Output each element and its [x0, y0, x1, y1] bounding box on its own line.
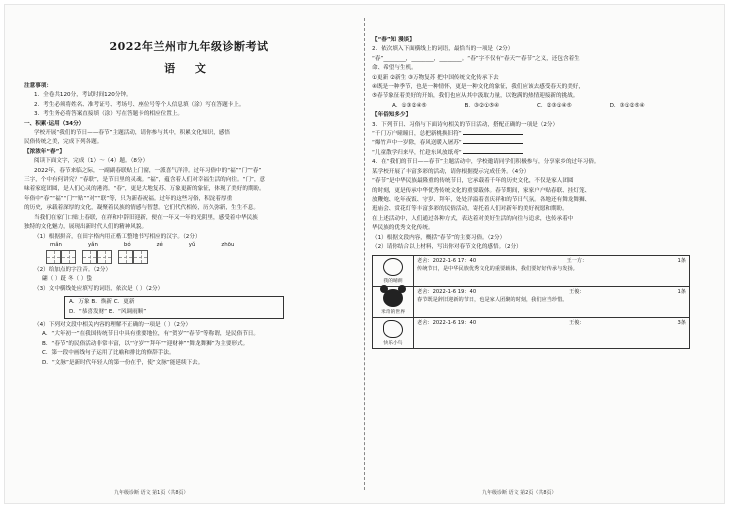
exam-sheet	[4, 4, 725, 504]
passage-line: 独特的文化魅力，展现出新时代人们的精神风貌。	[24, 224, 148, 231]
question-line: （1）根据文段内容，概括“春节”的主要习俗。（2分）	[372, 234, 506, 241]
option: C．第一段中画线句子运用了比喻和排比的修辞手法。	[42, 350, 175, 357]
message-sender: 王一方：	[566, 258, 588, 265]
pinyin: zé	[156, 241, 163, 248]
exam-title: 2022年兰州市九年级诊断考试	[109, 40, 269, 53]
poem-line: “千门万户曈曈日，总把新桃换旧符”	[372, 130, 712, 139]
passage-line: 味着家庭团圆，是人们心灵的港湾。“春”，更是大地复苏、万象更新的象征，体现了美好的期盼。	[24, 186, 265, 193]
avatar	[373, 256, 414, 286]
message-sender: 王俊：	[569, 289, 585, 296]
message-badge: 1条	[677, 289, 686, 296]
writing-cell[interactable]	[82, 250, 97, 264]
poem-line: “儿童散学归来早，忙趁东风放纸鸢”	[372, 149, 712, 158]
section-heading: 一、积累·运用（34分）	[24, 120, 85, 127]
passage-line: 三字，个中有何讲究？“春联”，是节日里的灵魂。“福”，蕴含着人们对幸福生活的向往。“门”，意	[24, 177, 266, 184]
message-time: 老舍：2022-1-6 19：40	[417, 289, 477, 296]
options-row	[372, 102, 712, 111]
question-line: 华民族的优秀文化传统。	[372, 225, 434, 232]
chat-row	[373, 286, 689, 317]
writing-cell[interactable]	[97, 250, 112, 264]
intro-line: 学校开展“我们的节日——春节”主题活动，请你参与其中，积累文化知识，感悟	[34, 130, 230, 137]
pinyin: yǎn	[87, 241, 98, 248]
option: D．“文脉”是新时代年轻人的第一份在乎，使“文脉”能延续下去。	[42, 359, 204, 366]
message	[414, 287, 689, 317]
writing-cell[interactable]	[61, 250, 76, 264]
message-sender: 王俊：	[569, 320, 585, 327]
question-3-r: 3．下列节日、习俗与下面诗句相关的节日活动，搭配正确的一项是（2分）	[372, 121, 559, 128]
question-line: ⑤春节象征着美好的开始，我们也应从其中汲取力量，以饱满的热情迎接新的挑战。	[372, 93, 579, 100]
question-4: （4）下列对文段中相关内容的理解不正确的一项是（ ）（2分）	[34, 321, 192, 328]
message	[414, 256, 689, 286]
passage-line: 当我们在家门口贴上春联，在祥和中辞旧迎新，便在一年又一年的光阴里，感受着中华民族	[34, 214, 258, 221]
option: A．①③②④⑤	[392, 102, 427, 109]
writing-cell[interactable]	[133, 250, 148, 264]
message-time: 老舍：2022-1-6 17：40	[417, 258, 477, 265]
answer-blank[interactable]	[463, 153, 523, 154]
option: B．“春节”的民俗活动非常丰富，以“守岁”“拜年”“迎财神”“舞龙舞狮”为主要形式。	[42, 340, 249, 347]
subsection-heading: 【“春”知 漫谈】	[372, 37, 415, 43]
page-footer: 九年级诊断 语文 第1页（共8页）	[114, 490, 189, 496]
avatar	[373, 287, 414, 317]
box-line: D．“恭喜发财” E．“风调雨顺”	[69, 308, 147, 315]
pinyin-row	[24, 242, 354, 248]
answer-blank[interactable]	[463, 143, 523, 144]
question-line: ①更新 ②新生 ③万物复苏 把中国传统文化传承下去	[372, 74, 499, 81]
message-badge: 1条	[677, 258, 686, 265]
user-name: 我的晴朗	[383, 279, 403, 285]
passage-line: 2022年，春节来临之际，一副副春联贴上门窗，一派喜气洋洋。过年习俗中的“福”“门”“春”	[34, 167, 262, 174]
answer-blank[interactable]	[463, 134, 523, 135]
message-body: 传统节日，是中华民族优秀文化的重要载体，我们要好好传承与发扬。	[417, 266, 578, 273]
mickey-icon	[383, 289, 403, 307]
question-line: 放鞭炮、吃年夜饭、守岁、拜年，处处洋溢着喜庆祥和的节日气氛。各地还有舞龙舞狮、	[372, 196, 591, 203]
chat-panel	[372, 255, 690, 349]
question-line: 在上述活动中，人们通过各种方式，表达着对美好生活的向往与追求，也传承着中	[372, 215, 574, 222]
passage-line: 的历史，承载着深厚的文化，凝聚着民族的情感与智慧。它们代代相传，历久弥新，生生不息。	[24, 205, 259, 212]
chat-row	[373, 256, 689, 286]
message	[414, 318, 689, 348]
message-time: 老舍：2022-1-6 19：40	[417, 320, 477, 327]
user-name: 快乐小鸟	[383, 341, 403, 347]
question-2: （2）给加点的字注音。（2分）	[34, 266, 112, 273]
question-line: （2）请你结合以上材料，写出你对春节文化的感悟。（2分）	[372, 243, 522, 250]
message-body: 春节既是辞旧迎新的节日，也是家人团聚的时刻，我们应当珍惜。	[417, 297, 568, 304]
avatar	[373, 318, 414, 348]
question-line: “春”________，________，________。“春”字不仅有“春天”“春节”之义，还包含着生	[372, 55, 580, 62]
pinyin: yǔ	[188, 241, 196, 248]
question-3: （3）文中横线处应填写的词语，依次是（ ）（2分）	[34, 285, 164, 292]
poem-line: “爆竹声中一岁除，春风送暖入屠苏”	[372, 139, 712, 148]
question-2-r: 2．依次填入下面横线上的词语，最恰当的一项是（2分）	[372, 46, 514, 53]
question-1: （1）根据拼音，在田字格内用正楷工整地书写相应的汉字。（2分）	[34, 233, 201, 240]
writing-cell[interactable]	[118, 250, 133, 264]
column-divider	[364, 18, 365, 490]
box-line: A．万象 B．焕新 C．更新	[69, 299, 135, 306]
page-footer: 九年级诊断 语文 第2页（共8页）	[482, 490, 557, 496]
pinyin: bó	[123, 241, 131, 248]
bird-icon	[383, 320, 403, 338]
message-badge: 3条	[677, 320, 686, 327]
pinyin: zhōu	[221, 241, 235, 248]
question-line: ④既是一种季节，也是一种情怀，更是一种文化的象征，我们应该去感受春天的美好，	[372, 84, 584, 91]
left-column	[24, 4, 354, 504]
subsection-heading: 【年俗知多少】	[372, 112, 412, 119]
user-name: 米奇的世界	[381, 310, 405, 316]
notice-line: 2．考生必须将姓名、准考证号、考场号、座位号等个人信息填（涂）写在答题卡上。	[34, 101, 245, 108]
tianzige-grid	[24, 250, 354, 264]
pinyin: mǎn	[50, 241, 62, 248]
question-4-r: 4．在“我们的节日——春节”主题活动中，学校邀请同学们积极参与，分享家乡的过年习俗。	[372, 159, 600, 166]
notice-label: 注意事项：	[24, 83, 52, 89]
option: A．“大年初一”在我国传统节日中具有重要地位，有“贺岁”“春节”等称谓，是民俗节日。	[42, 331, 259, 338]
exam-subject: 语 文	[164, 62, 214, 75]
subsection-heading: 【浓浓年“春”】	[24, 148, 65, 155]
option: D．③①②⑤④	[609, 102, 645, 109]
face-icon	[383, 258, 403, 276]
question-line: “春节”是中华民族最隆重的传统节日，它承载着千年的历史文化，不仅是家人团圆	[372, 178, 574, 185]
option: C．②③①④⑤	[537, 102, 572, 109]
question-2-blanks: 翩（ ）跹 冬（ ）蛰	[42, 276, 93, 283]
question-line: 逛庙会、赏花灯等丰富多彩的民俗活动，寄托着人们对新年的美好祝愿和期盼。	[372, 206, 568, 213]
intro-line: 民俗传统之美，完成下列各题。	[24, 139, 103, 146]
option: B．③②①⑤④	[464, 102, 500, 109]
chat-row	[373, 317, 689, 348]
reading-intro: 阅读下面文字，完成（1）～（4）题。（8分）	[34, 158, 149, 165]
right-column	[372, 4, 712, 504]
question-line: 命、希望与生机。	[372, 65, 417, 72]
question-line: 某学校开展了丰富多彩的活动，请你根据提示完成任务。（4分）	[372, 168, 530, 175]
word-box	[64, 296, 284, 319]
notice-line: 3．考生务必将答案直接填（涂）写在答题卡的相应位置上。	[34, 111, 183, 118]
writing-cell[interactable]	[46, 250, 61, 264]
notice-line: 1．全卷共120分，考试时间120分钟。	[34, 92, 132, 99]
passage-line: 年俗中“春”“福”“门”“贴”“对”“联”等，只为新春祝福。过年的这些习俗，积淀着厚重	[24, 195, 233, 202]
question-line: 的时刻，更是传承中华优秀传统文化的重要载体。春节期间，家家户户贴春联、挂灯笼、	[372, 187, 591, 194]
